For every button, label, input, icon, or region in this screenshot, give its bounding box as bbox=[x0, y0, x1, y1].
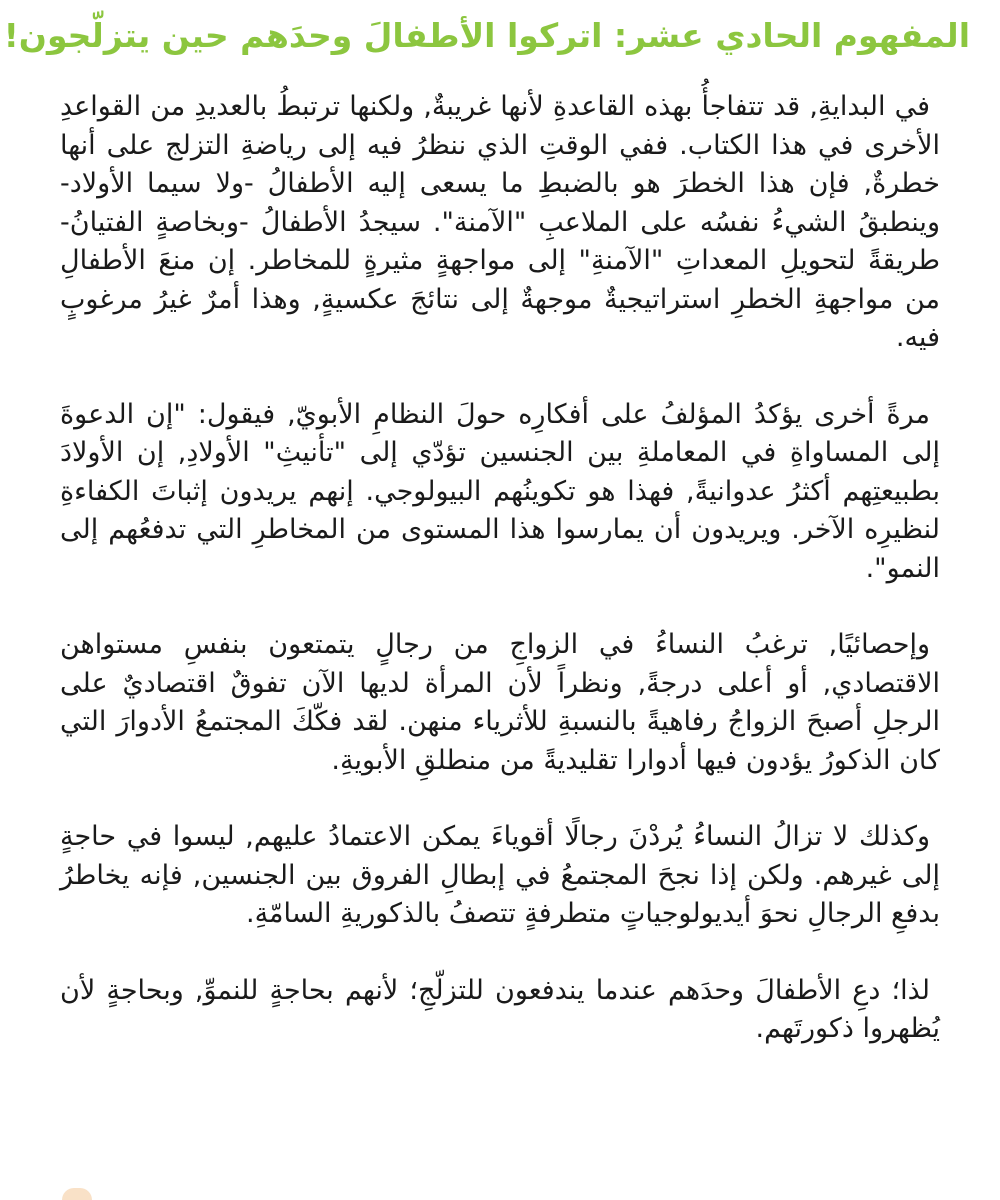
decorative-corner-mark bbox=[62, 1188, 92, 1200]
paragraph-statistics: وإحصائيًا, ترغبُ النساءُ في الزواجِ من رجالٍ يتمتعون بنفسِ مستواهن الاقتصادي, أو أعلى درجةً, ونظراً لأن المرأة لديها الآن تفوقٌ اقتصاديٌ على الرجلِ أصبحَ الزواجُ رفاهيةً بالنسبةِ للأثرياء منهن. لقد فكّكَ المجتمعُ الأدوارَ التي كان الذكورُ يؤدون فيها أدوارا تقليديةً من منطلقِ الأبويةِ. bbox=[60, 629, 940, 776]
paragraph-society: وكذلك لا تزالُ النساءُ يُردْنَ رجالًا أقوياءَ يمكن الاعتمادُ عليهم, ليسوا في حاجةٍ إلى غيرهم. ولكن إذا نجحَ المجتمعُ في إبطالِ الفروق بين الجنسين, فإنه يخاطرُ بدفعِ الرجالِ نحوَ أيديولوجياتٍ متطرفةٍ تتصفُ بالذكوريةِ السامّةِ. bbox=[60, 821, 940, 929]
paragraph-intro: في البدايةِ, قد تتفاجأُ بهذه القاعدةِ لأنها غريبةٌ, ولكنها ترتبطُ بالعديدِ من القواعدِ الأخرى في هذا الكتاب. ففي الوقتِ الذي ننظرُ فيه إلى رياضةِ التزلج على أنها خطرةٌ, فإن هذا الخطرَ هو بالضبطِ ما يسعى إليه الأطفالُ -ولا سيما الأولاد- وينطبقُ الشيءُ نفسُه على الملاعبِ "الآمنة". سيجدُ الأطفالُ -وبخاصةٍ الفتيانُ- طريقةً لتحويلِ المعداتِ "الآمنةِ" إلى مواجهةٍ مثيرةٍ للمخاطر. إن منعَ الأطفالِ من مواجهةِ الخطرِ استراتيجيةٌ موجهةٌ إلى نتائجَ عكسيةٍ, وهذا أمرٌ غيرُ مرغوبٍ فيه. bbox=[60, 91, 940, 353]
chapter-title: المفهوم الحادي عشر: اتركوا الأطفالَ وحدَهم حين يتزلّجون! bbox=[3, 16, 970, 55]
paragraph-author-quote: مرةً أخرى يؤكدُ المؤلفُ على أفكارِه حولَ النظامِ الأبويّ, فيقول: "إن الدعوةَ إلى المساواةِ في المعاملةِ بين الجنسين تؤدّي إلى "تأنيثِ" الأولادِ, إن الأولادَ بطبيعتِهم أكثرُ عدوانيةً, فهذا هو تكوينُهم البيولوجي. إنهم يريدون إثباتَ الكفاءةِ لنظيرِه الآخر. ويريدون أن يمارسوا هذا المستوى من المخاطرِ التي تدفعُهم إلى النمو". bbox=[60, 398, 940, 584]
paragraph-conclusion: لذا؛ دعِ الأطفالَ وحدَهم عندما يندفعون للتزلّجِ؛ لأنهم بحاجةٍ للنموِّ, وبحاجةٍ لأن يُظهروا ذكورتَهم. bbox=[60, 974, 940, 1044]
chapter-body bbox=[60, 88, 970, 1049]
